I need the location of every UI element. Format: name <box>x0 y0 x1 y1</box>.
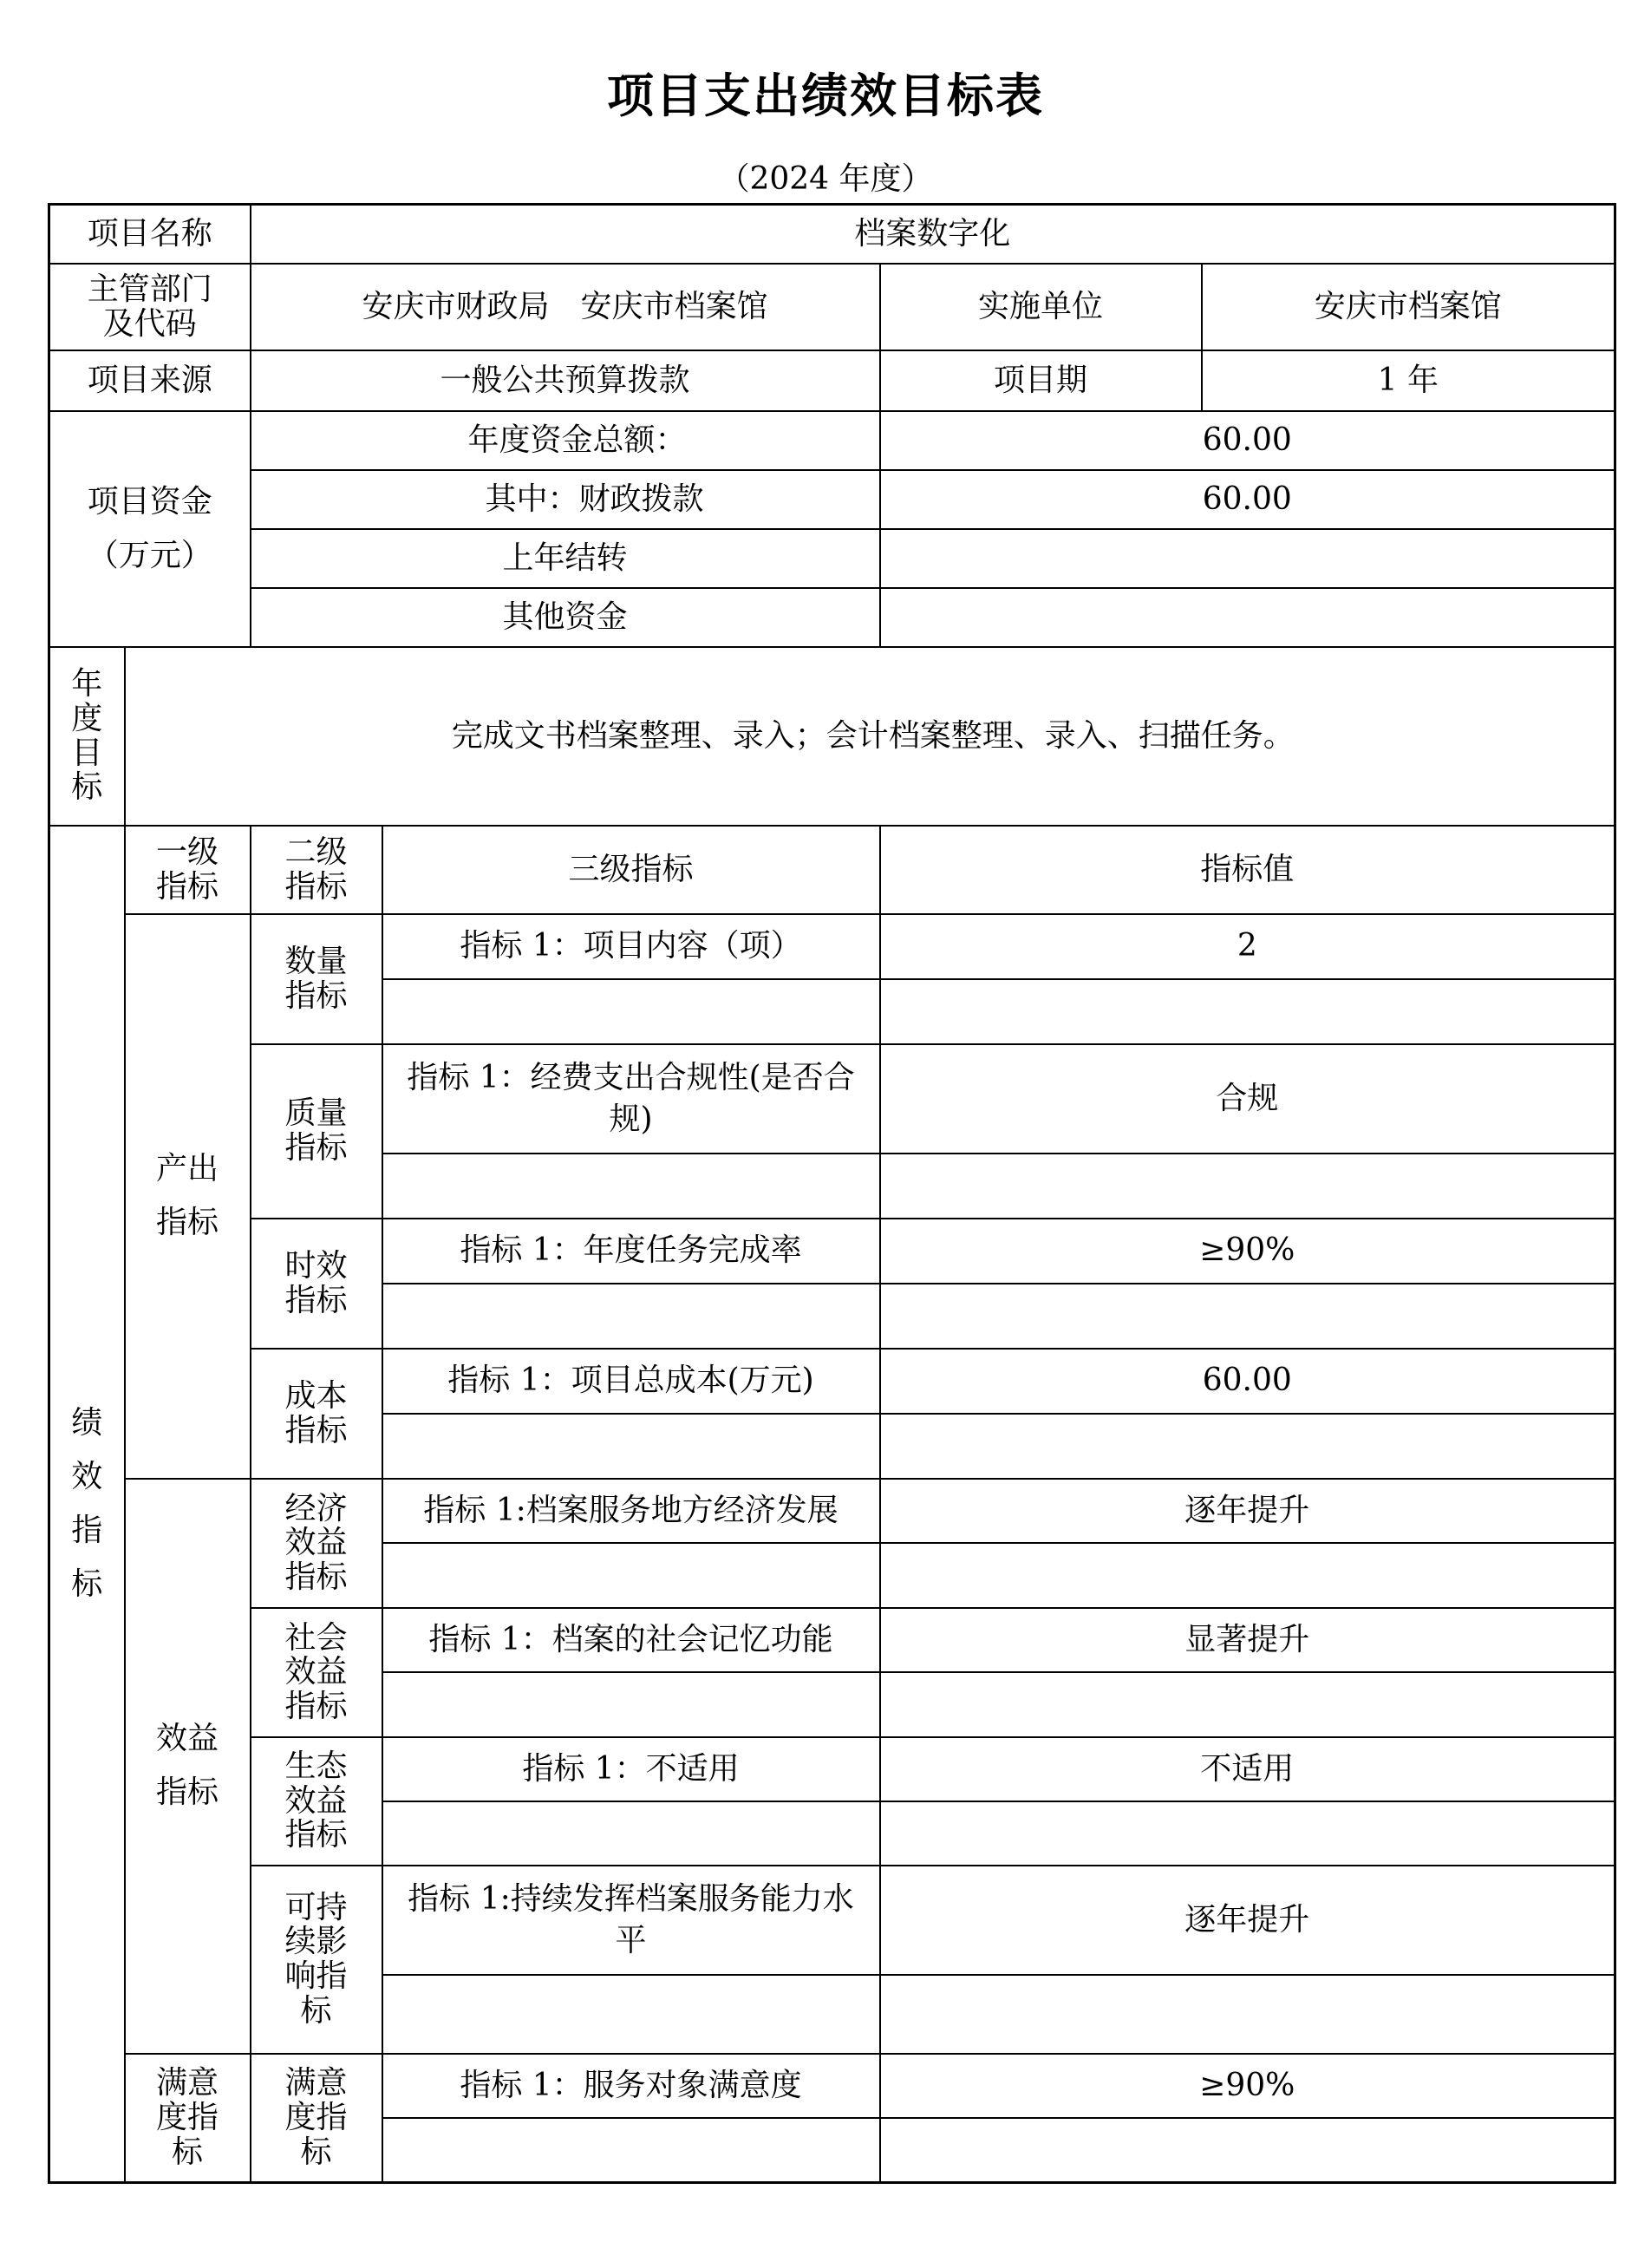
dept-label <box>49 264 251 350</box>
funds-row-label: 其中：财政拨款 <box>251 470 880 529</box>
empty-cell <box>880 1975 1615 2054</box>
project-name-label: 项目名称 <box>49 205 251 264</box>
level1-satisfaction-line: 标 <box>172 2134 204 2170</box>
header-level1-line-1: 一级 <box>156 833 219 870</box>
header-level1-line-2: 指标 <box>156 868 219 905</box>
indicator-quality-value: 合规 <box>880 1044 1615 1154</box>
row-timeliness <box>49 1219 1615 1284</box>
empty-cell <box>880 1672 1615 1737</box>
indicator-timeliness-name: 指标 1：年度任务完成率 <box>382 1219 880 1284</box>
performance-label-char: 效 <box>71 1458 103 1494</box>
level2-line: 经济 <box>284 1490 348 1526</box>
header-value: 指标值 <box>880 826 1615 914</box>
funds-label-line-1: 项目资金 <box>87 483 212 520</box>
row-quality <box>49 1044 1615 1154</box>
funds-row-label: 年度资金总额： <box>251 411 880 470</box>
empty-cell <box>382 1975 880 2054</box>
header-level1 <box>125 826 251 914</box>
indicator-cost-name: 指标 1：项目总成本(万元) <box>382 1349 880 1414</box>
level2-ecological <box>251 1737 382 1866</box>
level2-satisfaction <box>251 2054 382 2183</box>
level2-line: 效益 <box>284 1525 348 1561</box>
row-quantity <box>49 914 1615 979</box>
level2-line: 生态 <box>284 1748 348 1785</box>
annual-goal-label <box>49 647 125 826</box>
row-funds-carryover <box>49 529 1615 588</box>
level2-line: 质量 <box>284 1095 348 1132</box>
page-title: 项目支出绩效目标表 <box>607 69 1044 123</box>
performance-label-char: 绩 <box>71 1404 103 1441</box>
period-value: 1 年 <box>1202 350 1615 411</box>
empty-cell <box>880 1284 1615 1349</box>
level2-social <box>251 1608 382 1737</box>
level2-line: 指标 <box>284 1412 348 1448</box>
empty-cell <box>382 1543 880 1608</box>
level2-timeliness <box>251 1219 382 1349</box>
header-level2-line-2: 指标 <box>284 868 348 905</box>
source-label: 项目来源 <box>49 350 251 411</box>
level2-line: 成本 <box>284 1377 348 1414</box>
indicator-satisfaction-name: 指标 1：服务对象满意度 <box>382 2054 880 2118</box>
row-dept <box>49 264 1615 350</box>
indicator-social-name: 指标 1：档案的社会记忆功能 <box>382 1608 880 1672</box>
empty-cell <box>382 1284 880 1349</box>
indicator-economic-name: 指标 1:档案服务地方经济发展 <box>382 1479 880 1543</box>
row-annual-goal <box>49 647 1615 826</box>
level1-benefit-line-2: 指标 <box>156 1775 219 1810</box>
indicator-cost-value: 60.00 <box>880 1349 1615 1414</box>
empty-cell <box>880 1154 1615 1219</box>
level1-satisfaction-line: 满意 <box>156 2065 219 2101</box>
dept-value: 安庆市财政局 安庆市档案馆 <box>251 264 880 350</box>
performance-label-char: 指 <box>71 1512 103 1548</box>
level2-line: 标 <box>300 2134 332 2170</box>
level2-line: 指标 <box>284 1817 348 1853</box>
level2-line: 指标 <box>284 1559 348 1595</box>
indicator-ecological-name: 指标 1：不适用 <box>382 1737 880 1801</box>
level2-line: 社会 <box>284 1619 348 1656</box>
row-project-name <box>49 205 1615 264</box>
indicator-quantity-value: 2 <box>880 914 1615 979</box>
funds-row-label: 上年结转 <box>251 529 880 588</box>
row-social <box>49 1608 1615 1672</box>
indicator-sustainable-value: 逐年提升 <box>880 1866 1615 1975</box>
impl-unit-value: 安庆市档案馆 <box>1202 264 1615 350</box>
empty-cell <box>880 2118 1615 2183</box>
level1-output <box>125 914 251 1479</box>
level2-cost <box>251 1349 382 1479</box>
level2-line: 指标 <box>284 1282 348 1318</box>
indicator-timeliness-value: ≥90% <box>880 1219 1615 1284</box>
performance-label <box>49 826 125 2183</box>
level2-sustainable <box>251 1866 382 2054</box>
indicator-quality-name: 指标 1：经费支出合规性(是否合规) <box>382 1044 880 1154</box>
funds-row-value <box>880 529 1615 588</box>
level1-satisfaction-line: 度指 <box>156 2099 219 2135</box>
level2-quantity <box>251 914 382 1044</box>
level2-line: 指标 <box>284 977 348 1014</box>
row-ecological <box>49 1737 1615 1801</box>
indicator-sustainable-name: 指标 1:持续发挥档案服务能力水平 <box>382 1866 880 1975</box>
header-level3: 三级指标 <box>382 826 880 914</box>
funds-row-value: 60.00 <box>880 470 1615 529</box>
funds-row-label: 其他资金 <box>251 588 880 647</box>
funds-label-line-2: （万元） <box>87 537 212 573</box>
empty-cell <box>880 1801 1615 1866</box>
empty-cell <box>382 1414 880 1479</box>
level2-line: 效益 <box>284 1654 348 1690</box>
empty-cell <box>382 1672 880 1737</box>
row-indicator-header <box>49 826 1615 914</box>
funds-label <box>49 411 251 647</box>
annual-goal-label-char: 目 <box>71 735 103 771</box>
level1-output-line-1: 产出 <box>156 1151 219 1187</box>
row-economic <box>49 1479 1615 1543</box>
funds-row-value <box>880 588 1615 647</box>
dept-label-line-1: 主管部门 <box>87 271 212 307</box>
row-cost <box>49 1349 1615 1414</box>
performance-label-char: 标 <box>71 1565 103 1602</box>
empty-cell <box>880 979 1615 1044</box>
level2-line: 标 <box>300 1992 332 2029</box>
level2-quality <box>251 1044 382 1219</box>
level1-output-line-2: 指标 <box>156 1205 219 1240</box>
level2-line: 续影 <box>284 1924 348 1960</box>
project-name-value: 档案数字化 <box>251 205 1615 264</box>
period-label: 项目期 <box>880 350 1202 411</box>
level2-line: 响指 <box>284 1958 348 1994</box>
level1-satisfaction <box>125 2054 251 2183</box>
level1-benefit <box>125 1479 251 2054</box>
indicator-social-value: 显著提升 <box>880 1608 1615 1672</box>
funds-row-value: 60.00 <box>880 411 1615 470</box>
level2-line: 数量 <box>284 943 348 979</box>
impl-unit-label: 实施单位 <box>880 264 1202 350</box>
level2-line: 可持 <box>284 1889 348 1925</box>
level2-economic <box>251 1479 382 1608</box>
level2-line: 效益 <box>284 1782 348 1819</box>
annual-goal-label-char: 标 <box>71 769 103 806</box>
level2-line: 度指 <box>284 2099 348 2135</box>
row-funds-total <box>49 411 1615 470</box>
indicator-economic-value: 逐年提升 <box>880 1479 1615 1543</box>
empty-cell <box>880 1414 1615 1479</box>
page-subtitle: （2024 年度） <box>718 161 933 197</box>
indicator-ecological-value: 不适用 <box>880 1737 1615 1801</box>
row-sustainable <box>49 1866 1615 1975</box>
row-funds-other <box>49 588 1615 647</box>
indicator-quantity-name: 指标 1：项目内容（项） <box>382 914 880 979</box>
annual-goal-label-char: 度 <box>71 700 103 736</box>
source-value: 一般公共预算拨款 <box>251 350 880 411</box>
level2-line: 指标 <box>284 1688 348 1724</box>
empty-cell <box>880 1543 1615 1608</box>
header-level2-line-1: 二级 <box>284 833 348 870</box>
row-source <box>49 350 1615 411</box>
performance-goal-table <box>48 203 1616 2184</box>
empty-cell <box>382 979 880 1044</box>
header-level2 <box>251 826 382 914</box>
row-satisfaction <box>49 2054 1615 2118</box>
indicator-satisfaction-value: ≥90% <box>880 2054 1615 2118</box>
empty-cell <box>382 1154 880 1219</box>
dept-label-line-2: 及代码 <box>102 305 197 342</box>
row-funds-fiscal <box>49 470 1615 529</box>
level1-benefit-line-1: 效益 <box>156 1721 219 1757</box>
empty-cell <box>382 2118 880 2183</box>
level2-line: 满意 <box>284 2065 348 2101</box>
annual-goal-label-char: 年 <box>71 666 103 703</box>
annual-goal-text: 完成文书档案整理、录入；会计档案整理、录入、扫描任务。 <box>125 647 1615 826</box>
level2-line: 指标 <box>284 1130 348 1166</box>
level2-line: 时效 <box>284 1247 348 1284</box>
empty-cell <box>382 1801 880 1866</box>
